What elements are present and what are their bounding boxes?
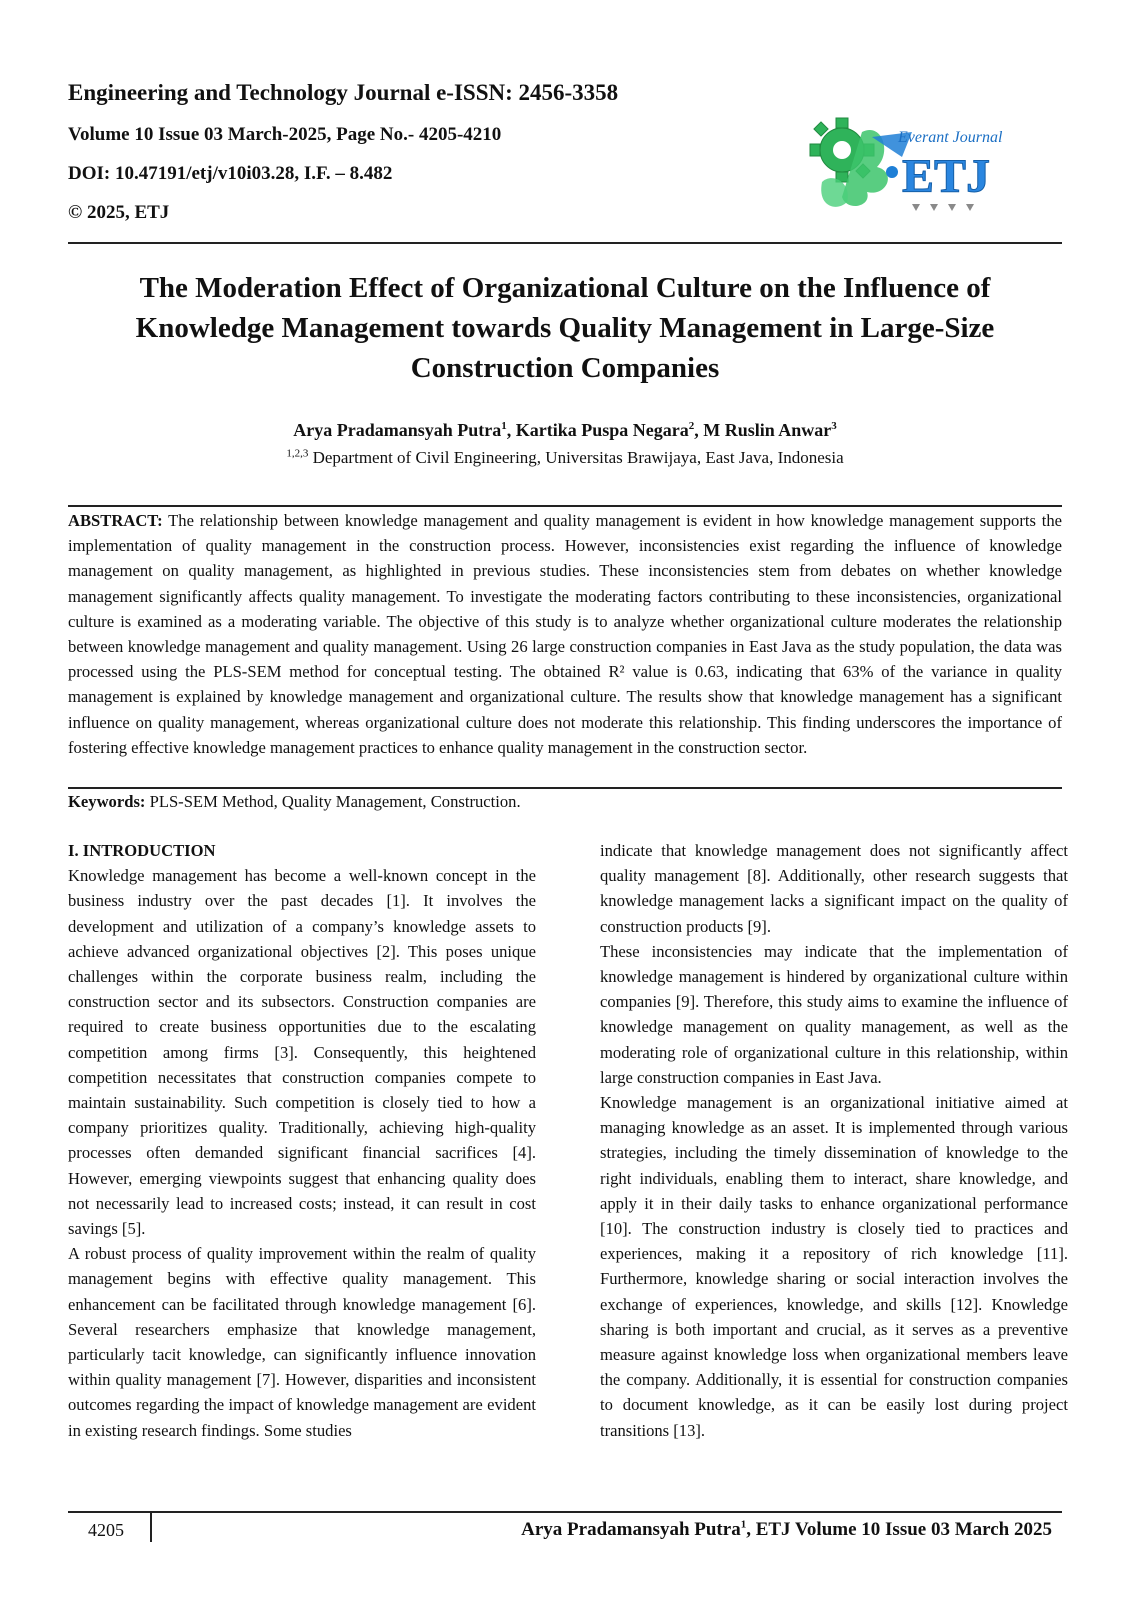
abstract — [68, 508, 1062, 760]
running-sup: 1 — [740, 1518, 747, 1531]
keywords — [68, 790, 1062, 814]
abstract-top-divider — [68, 505, 1062, 507]
copyright: © 2025, ETJ — [68, 202, 170, 223]
etj-logo — [802, 112, 1022, 224]
body-column-right — [600, 838, 1068, 1443]
logo-main-text: ETJ — [902, 150, 991, 203]
body-column-left — [68, 838, 536, 1443]
abstract-bottom-divider — [68, 787, 1062, 789]
body-paragraph: A robust process of quality improvement within the realm of quality management begins with effective quality management. This enhancement can be facilitated through knowledge management [6]. Several researchers emphasize that knowledge management, particularly tacit knowledge, can significantly influence innovation within quality management [7]. However, disparities and inconsistent outcomes regarding the impact of knowledge management are evident in existing research findings. Some studies — [68, 1244, 536, 1440]
journal-name: Engineering and Technology Journal e-ISSN: 2456-3358 — [68, 80, 619, 105]
author-separator: , — [694, 420, 704, 440]
affiliation — [68, 448, 1062, 468]
doi-info: DOI: 10.47191/etj/v10i03.28, I.F. – 8.482 — [68, 163, 393, 184]
page-number: 4205 — [88, 1520, 124, 1540]
section-heading: I. INTRODUCTION — [68, 841, 216, 860]
author-name: M Ruslin Anwar — [703, 420, 832, 440]
keywords-text: PLS-SEM Method, Quality Management, Construction. — [145, 792, 521, 811]
abstract-label: ABSTRACT: — [68, 511, 163, 530]
author-separator: , — [506, 420, 516, 440]
keywords-label: Keywords: — [68, 792, 146, 811]
body-paragraph: Knowledge management has become a well-known concept in the business industry over the past decades [1]. It involves the development and utilization of a company’s knowledge assets to achieve advanced organizational objectives [2]. This poses unique challenges within the corporate business realm, including the construction sector and its subsectors. Construction companies are required to create business opportunities due to the escalating competition among firms [3]. Consequently, this heightened competition necessitates that construction companies compete to maintain sustainability. Such competition is closely tied to how a company prioritizes quality. Traditionally, achieving high-quality processes often demanded significant financial sacrifices [4]. However, emerging viewpoints suggest that enhancing quality does not necessarily lead to increased costs; instead, it can result in cost savings [5]. — [68, 866, 536, 1239]
header-divider — [68, 242, 1062, 244]
author-list — [68, 420, 1062, 441]
running-author: Arya Pradamansyah Putra — [521, 1519, 741, 1540]
author-name: Arya Pradamansyah Putra — [293, 420, 502, 440]
body-paragraph: Knowledge management is an organizational initiative aimed at managing knowledge as an asset. It is implemented through various strategies, including the timely dissemination of knowledge to the right individuals, enabling them to interact, share knowledge, and apply it in their daily tasks to enhance organizational performance [10]. The construction industry is closely tied to practices and experiences, making it a repository of rich knowledge [11]. Furthermore, knowledge sharing or social interaction involves the exchange of experiences, knowledge, and skills [12]. Knowledge sharing is both important and crucial, as it serves as a preventive measure against knowledge loss when organizational members leave the company. Additionally, it is essential for construction companies to document knowledge, as it can be easily lost during project transitions [13]. — [600, 1093, 1068, 1440]
running-footer — [521, 1512, 1052, 1548]
body-paragraph: These inconsistencies may indicate that the implementation of knowledge management is hindered by organizational culture within companies [9]. Therefore, this study aims to examine the influence of knowledge management on quality management, as well as the moderating role of organizational culture in this relationship, within large construction companies in East Java. — [600, 941, 1068, 1087]
footer-separator — [150, 1512, 152, 1542]
author-sup: 3 — [831, 420, 837, 432]
body-paragraph: indicate that knowledge management does not significantly affect quality management [8]. Additionally, other research suggests that knowledge management lacks a significant impact on the quality of construction products [9]. — [600, 841, 1068, 936]
author-sup: 2 — [688, 420, 695, 432]
author-name: Kartika Puspa Negara — [515, 420, 689, 440]
volume-info: Volume 10 Issue 03 March-2025, Page No.- 4205-4210 — [68, 124, 502, 145]
paper-title: The Moderation Effect of Organizational Culture on the Influence of Knowledge Management towards Quality Management in Large-Size Construction Companies — [135, 272, 995, 384]
running-rest: , ETJ Volume 10 Issue 03 March 2025 — [746, 1519, 1052, 1540]
author-sup: 1 — [501, 420, 507, 432]
affiliation-text: Department of Civil Engineering, Universitas Brawijaya, East Java, Indonesia — [308, 448, 844, 467]
abstract-text: The relationship between knowledge management and quality management is evident in how knowledge management supports the implementation of quality management in the construction process. However, inconsistencies exist regarding the influence of knowledge management on quality management, as highlighted in previous studies. These inconsistencies stem from debates on whether knowledge management significantly affects quality management. To investigate the moderating factors contributing to these inconsistencies, organizational culture is examined as a moderating variable. The objective of this study is to analyze whether organizational culture moderates the relationship between knowledge management and quality management. Using 26 large construction companies in East Java as the study population, the data was processed using the PLS-SEM method for conceptual testing. The obtained R² value is 0.63, indicating that 63% of the variance in quality management is explained by knowledge management and organizational culture. The results show that knowledge management has a significant influence on quality management, whereas organizational culture does not moderate this relationship. This finding underscores the importance of fostering effective knowledge management practices to enhance quality management in the construction sector. — [68, 511, 1062, 757]
affiliation-sup: 1,2,3 — [286, 447, 309, 460]
logo-top-text: Everant Journal — [898, 129, 1003, 146]
